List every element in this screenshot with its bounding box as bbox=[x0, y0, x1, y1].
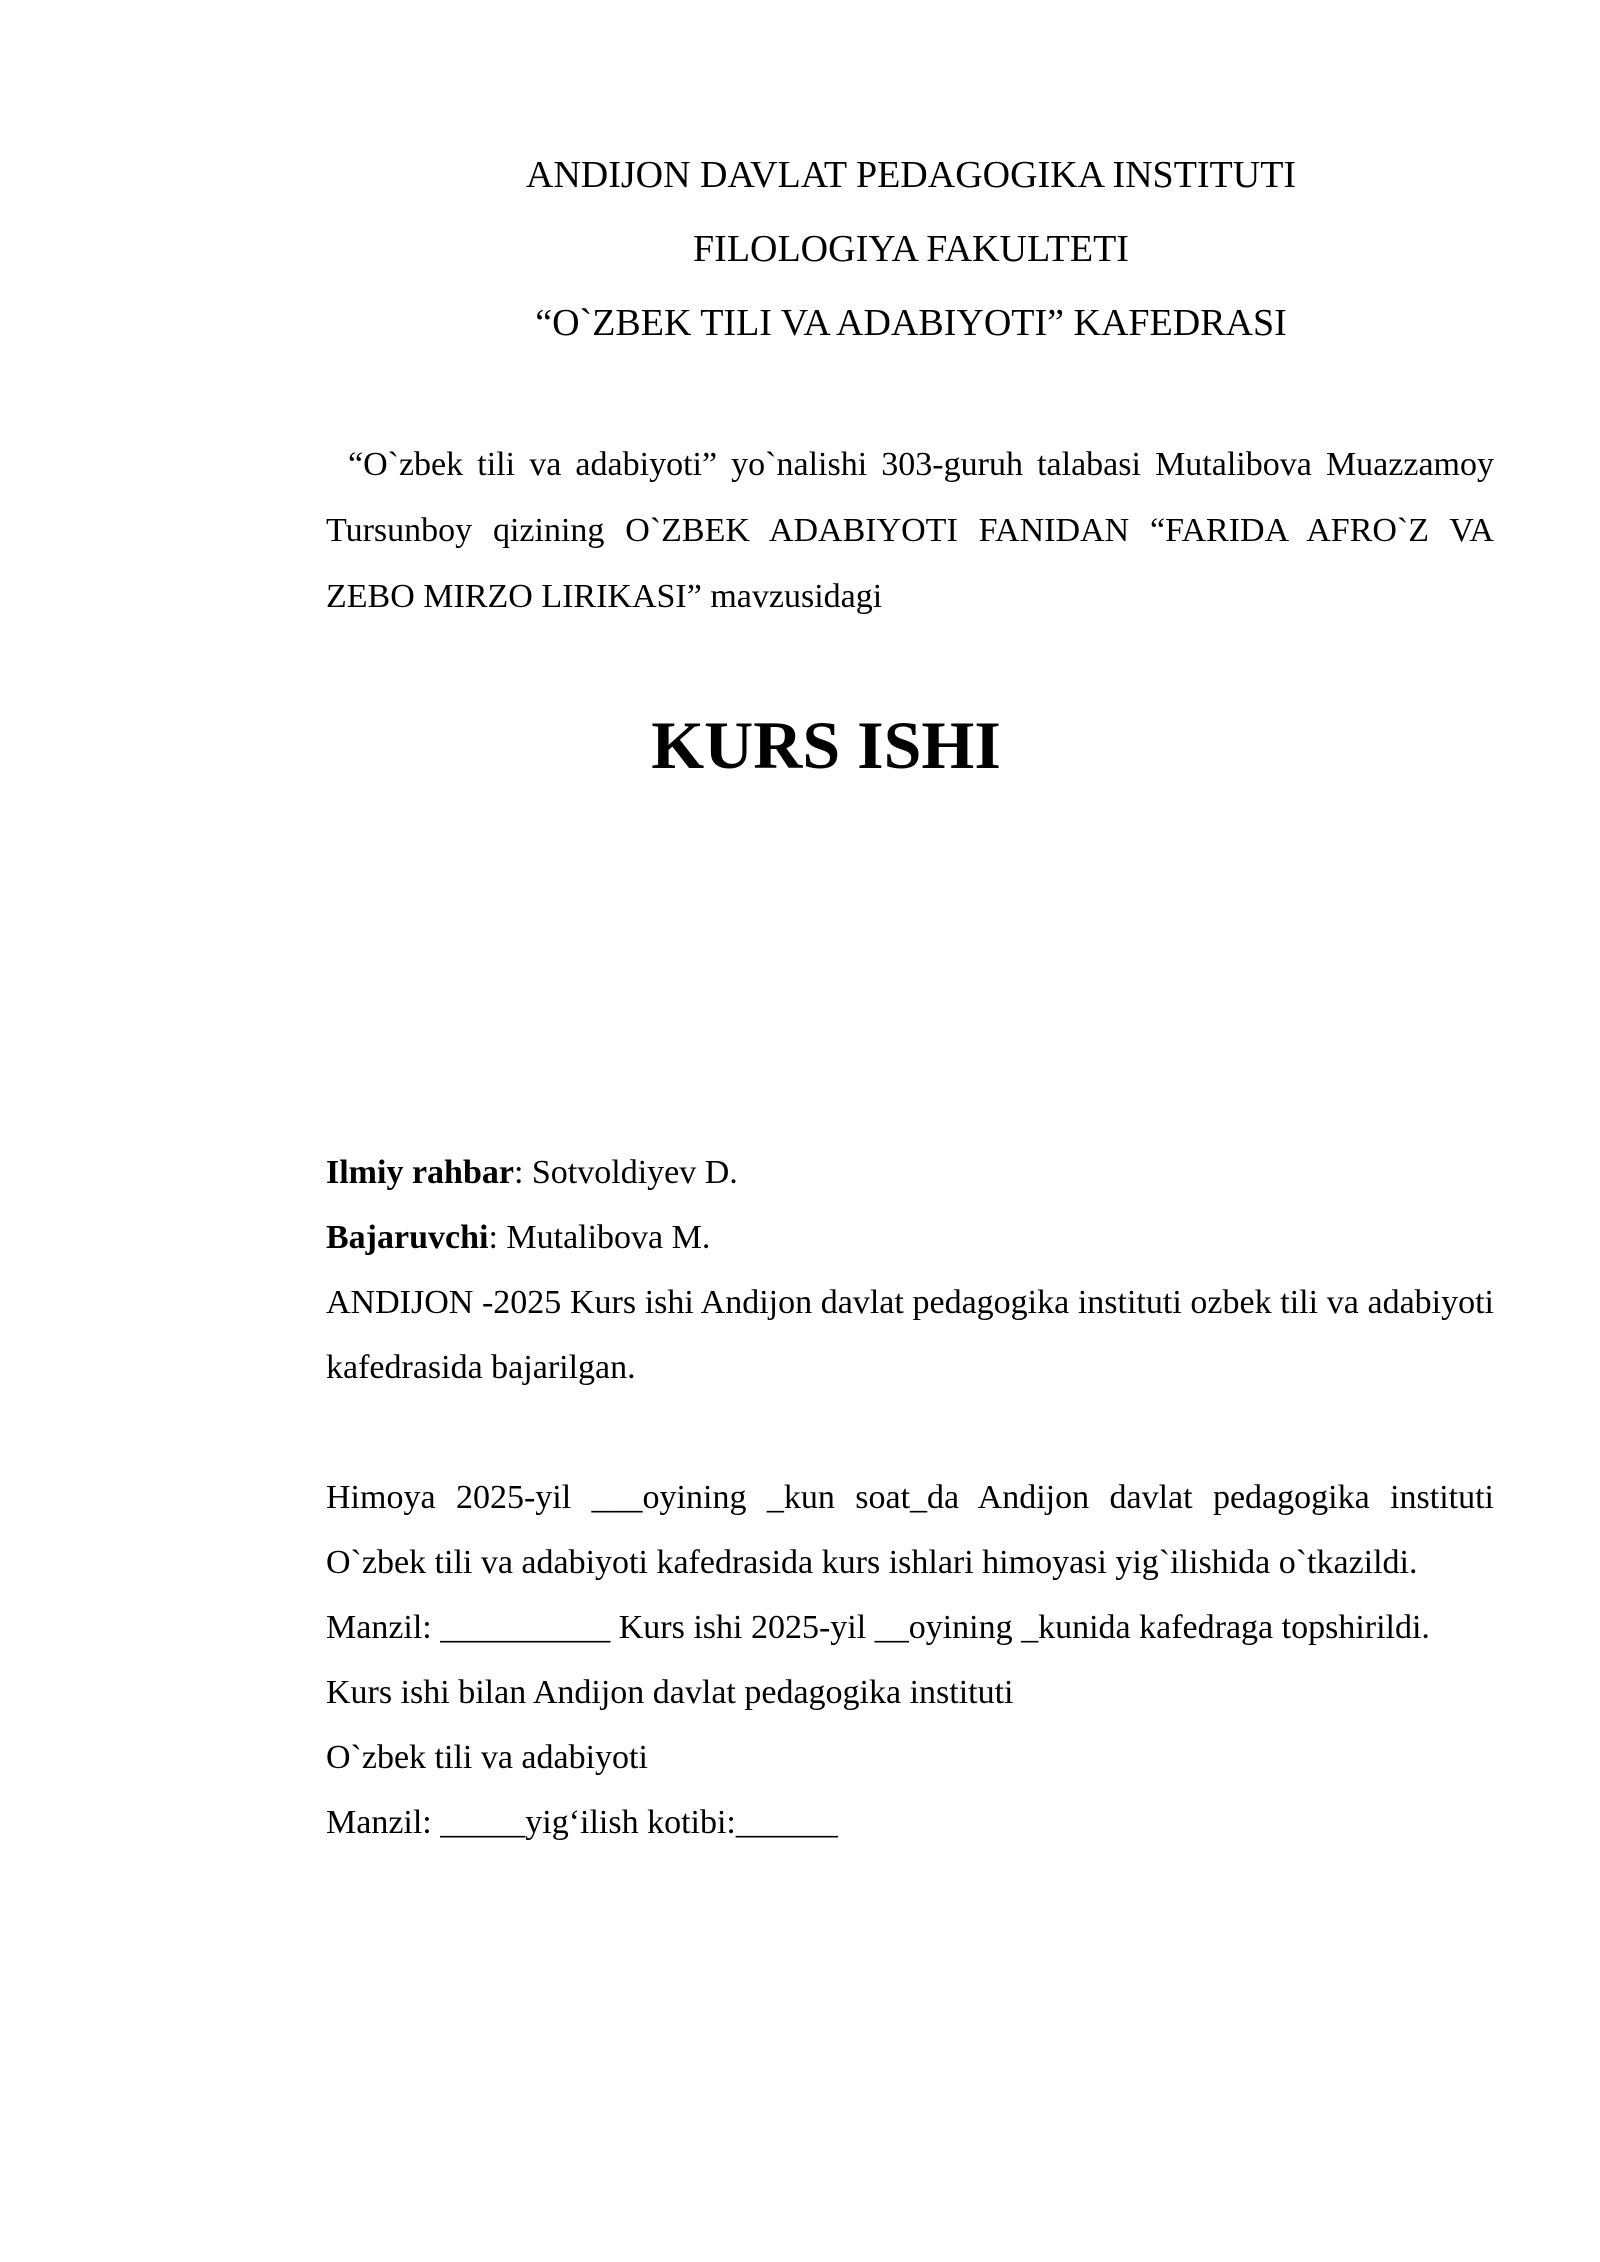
supervisor-label: Ilmiy rahbar bbox=[326, 1154, 514, 1191]
supervisor-line bbox=[326, 1140, 1494, 1205]
document-title: KURS ISHI bbox=[651, 707, 1001, 783]
paragraph-spacer bbox=[326, 1400, 1494, 1465]
intro-paragraph: “O`zbek tili va adabiyoti” yo`nalishi 303-guruh talabasi Mutalibova Muazzamoy Tursunboy qizining O`ZBEK ADABIYOTI FANIDAN “FARIDA AFRO`Z VA ZEBO MIRZO LIRIKASI” mavzusidagi bbox=[326, 446, 1494, 615]
supervisor-value: : Sotvoldiyev D. bbox=[513, 1154, 738, 1191]
document-header bbox=[326, 150, 1496, 372]
document-body bbox=[326, 1140, 1494, 1855]
submission-paragraph: Manzil: __________ Kurs ishi 2025-yil __oyining _kunida kafedraga topshirildi. bbox=[326, 1609, 1430, 1646]
acquaintance-line: Kurs ishi bilan Andijon davlat pedagogika instituti bbox=[326, 1674, 1014, 1711]
defense-paragraph: Himoya 2025-yil ___oyining _kun soat_da Andijon davlat pedagogika instituti O`zbek tili va adabiyoti kafedrasida kurs ishlari himoyasi yig`ilishida o`tkazildi. bbox=[326, 1479, 1494, 1581]
institute-name: ANDIJON DAVLAT PEDAGOGIKA INSTITUTI bbox=[525, 154, 1297, 196]
executor-label: Bajaruvchi bbox=[326, 1219, 489, 1256]
completion-paragraph: ANDIJON -2025 Kurs ishi Andijon davlat pedagogika instituti ozbek tili va adabiyoti kafedrasida bajarilgan. bbox=[326, 1284, 1494, 1386]
faculty-name: FILOLOGIYA FAKULTETI bbox=[693, 228, 1129, 270]
executor-value: : Mutalibova M. bbox=[488, 1219, 711, 1256]
secretary-line: Manzil: _____yig‘ilish kotibi:______ bbox=[326, 1804, 838, 1841]
executor-line bbox=[326, 1205, 1494, 1270]
department-name: “O`ZBEK TILI VA ADABIYOTI” KAFEDRASI bbox=[535, 302, 1287, 344]
department-line: O`zbek tili va adabiyoti bbox=[326, 1739, 648, 1776]
